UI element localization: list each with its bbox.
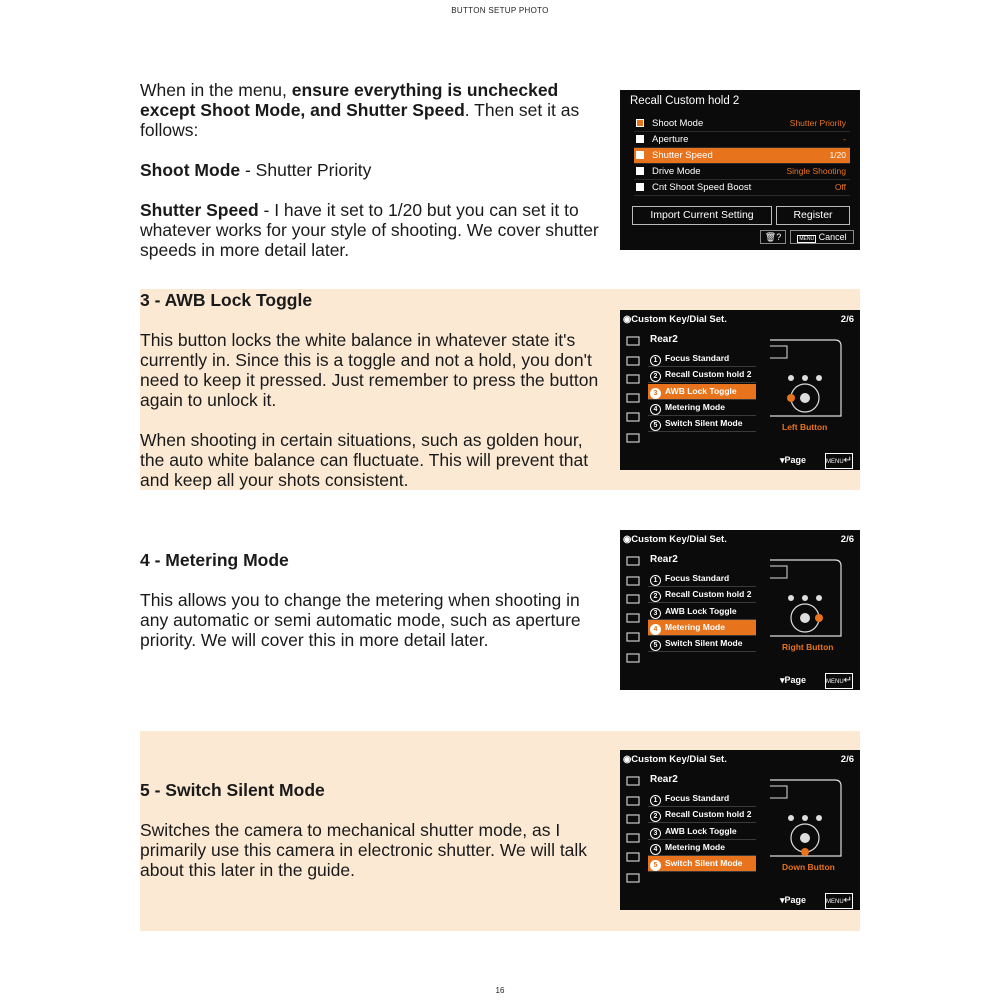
recall-row-drive-mode[interactable]: Drive Mode Single Shooting xyxy=(634,164,850,180)
camera-settings-icon[interactable] xyxy=(625,355,641,367)
recall-row-cnt-shoot-speed-boost[interactable]: Cnt Shoot Speed Boost Off xyxy=(634,180,850,196)
network-icon[interactable] xyxy=(625,851,641,863)
checkbox-checked-icon[interactable] xyxy=(636,119,644,127)
network-icon[interactable] xyxy=(625,411,641,423)
wrench-icon[interactable] xyxy=(625,652,641,664)
wrench-icon[interactable] xyxy=(625,872,641,884)
button-position-label: Left Button xyxy=(782,422,828,432)
menu-item-3[interactable]: 3 AWB Lock Toggle xyxy=(648,824,756,840)
section4-text xyxy=(140,550,600,650)
page-indicator: 2/6 xyxy=(840,754,854,765)
number-icon: 3 xyxy=(650,828,661,839)
menu-item-4[interactable]: 4 Metering Mode xyxy=(648,840,756,856)
menu-item-5[interactable]: 5 Switch Silent Mode xyxy=(648,856,756,872)
recall-row-shutter-speed[interactable]: Shutter Speed 1/20 xyxy=(634,148,850,164)
dial-icon: ▾ xyxy=(780,675,785,685)
page-hint: ▾Page xyxy=(780,455,807,465)
return-icon: ↵ xyxy=(843,675,853,686)
camera-icon[interactable] xyxy=(625,593,641,605)
folder-icon[interactable] xyxy=(625,775,641,787)
camera-icon[interactable] xyxy=(625,813,641,825)
checkbox-unchecked-icon[interactable] xyxy=(636,135,644,143)
number-icon: 2 xyxy=(650,371,661,382)
number-icon: 3 xyxy=(650,608,661,619)
page-indicator: 2/6 xyxy=(840,314,854,325)
menu-item-3[interactable]: 3 AWB Lock Toggle xyxy=(648,604,756,620)
trash-icon: 🗑 xyxy=(764,232,777,242)
custom-key-screen-left xyxy=(620,310,860,470)
menu-key-icon: MENU xyxy=(826,459,844,465)
page-indicator: 2/6 xyxy=(840,534,854,545)
number-icon: 5 xyxy=(650,640,661,651)
shoot-mode-line: Shoot Mode - Shutter Priority xyxy=(140,160,372,180)
shutter-speed-line: Shutter Speed - I have it set to 1/20 but you can set it to whatever works for your style of shooting. We cover shutter speeds in more detail later. xyxy=(140,200,599,260)
camera-icon: ◉ xyxy=(623,534,632,545)
section4-title: 4 - Metering Mode xyxy=(140,550,289,570)
menu-item-1[interactable]: 1 Focus Standard xyxy=(648,791,756,807)
page-hint: ▾Page xyxy=(780,895,807,905)
return-icon: ↵ xyxy=(843,455,853,466)
cancel-button[interactable]: MENU Cancel xyxy=(790,230,854,244)
menu-key-icon: MENU xyxy=(799,236,815,242)
import-current-setting-button[interactable]: Import Current Setting xyxy=(632,206,772,225)
camera-settings-icon[interactable] xyxy=(625,795,641,807)
recall-row-aperture[interactable]: Aperture - xyxy=(634,132,850,148)
menu-item-5[interactable]: 5 Switch Silent Mode xyxy=(648,636,756,652)
number-icon: 3 xyxy=(650,388,661,399)
section3-title: 3 - AWB Lock Toggle xyxy=(140,290,313,310)
checkbox-checked-icon[interactable] xyxy=(636,151,644,159)
menu-item-4[interactable]: 4 Metering Mode xyxy=(648,620,756,636)
menu-item-4[interactable]: 4 Metering Mode xyxy=(648,400,756,416)
menu-item-3[interactable]: 3 AWB Lock Toggle xyxy=(648,384,756,400)
dial-icon: ▾ xyxy=(780,895,785,905)
camera-icon: ◉ xyxy=(623,754,632,765)
section3-paragraph-2: When shooting in certain situations, such as golden hour, the auto white balance can fluctuate. This will prevent that and keep all your shots consistent. xyxy=(140,430,589,490)
camera-custom-icon[interactable] xyxy=(625,832,641,844)
number-icon: 4 xyxy=(650,844,661,855)
back-button[interactable] xyxy=(825,673,853,689)
number-icon: 4 xyxy=(650,624,661,635)
checkbox-unchecked-icon[interactable] xyxy=(636,167,644,175)
number-icon: 4 xyxy=(650,404,661,415)
help-button[interactable]: 🗑? xyxy=(760,230,786,244)
number-icon: 1 xyxy=(650,355,661,366)
camera-back-diagram xyxy=(765,778,845,863)
custom-key-screen-down xyxy=(620,750,860,910)
recall-custom-hold-screen xyxy=(620,90,860,250)
back-button[interactable] xyxy=(825,893,853,909)
screen-title: ◉Custom Key/Dial Set. xyxy=(623,534,727,545)
register-button[interactable]: Register xyxy=(776,206,850,225)
section3-text xyxy=(140,290,600,490)
screen-title: ◉Custom Key/Dial Set. xyxy=(623,754,727,765)
section5-title: 5 - Switch Silent Mode xyxy=(140,780,325,800)
section4-paragraph: This allows you to change the metering when shooting in any automatic or semi automatic mode, such as aperture priority. We will cover this in more detail later. xyxy=(140,590,581,650)
number-icon: 5 xyxy=(650,420,661,431)
network-icon[interactable] xyxy=(625,631,641,643)
camera-custom-icon[interactable] xyxy=(625,392,641,404)
menu-item-2[interactable]: 2 Recall Custom hold 2 xyxy=(648,807,756,823)
menu-item-2[interactable]: 2 Recall Custom hold 2 xyxy=(648,367,756,383)
screen-title: Recall Custom hold 2 xyxy=(630,95,740,107)
camera-back-diagram xyxy=(765,558,845,643)
page-header: BUTTON SETUP PHOTO xyxy=(451,6,549,15)
recall-row-shoot-mode[interactable]: Shoot Mode Shutter Priority xyxy=(634,116,850,132)
custom-key-screen-right xyxy=(620,530,860,690)
rear-label: Rear2 xyxy=(650,774,678,785)
section5-paragraph: Switches the camera to mechanical shutter mode, as I primarily use this camera in electronic shutter. We will talk about this later in the guide. xyxy=(140,820,588,880)
folder-icon[interactable] xyxy=(625,335,641,347)
screen-title: ◉Custom Key/Dial Set. xyxy=(623,314,727,325)
number-icon: 2 xyxy=(650,811,661,822)
number-icon: 1 xyxy=(650,575,661,586)
page-hint: ▾Page xyxy=(780,675,807,685)
camera-back-diagram xyxy=(765,338,845,423)
menu-item-1[interactable]: 1 Focus Standard xyxy=(648,571,756,587)
menu-key-icon: MENU xyxy=(826,679,844,685)
back-button[interactable] xyxy=(825,453,853,469)
folder-icon[interactable] xyxy=(625,555,641,567)
camera-settings-icon[interactable] xyxy=(625,575,641,587)
number-icon: 5 xyxy=(650,860,661,871)
number-icon: 1 xyxy=(650,795,661,806)
dial-icon: ▾ xyxy=(780,455,785,465)
return-icon: ↵ xyxy=(843,895,853,906)
camera-custom-icon[interactable] xyxy=(625,612,641,624)
number-icon: 2 xyxy=(650,591,661,602)
intro-text xyxy=(140,80,600,260)
menu-item-1[interactable]: 1 Focus Standard xyxy=(648,351,756,367)
camera-icon[interactable] xyxy=(625,373,641,385)
wrench-icon[interactable] xyxy=(625,432,641,444)
section3-paragraph-1: This button locks the white balance in whatever state it's currently in. Since this is a toggle and not a hold, you don't need to keep it pressed. Just remember to press the button again to unlock it. xyxy=(140,330,599,410)
rear-label: Rear2 xyxy=(650,334,678,345)
menu-item-2[interactable]: 2 Recall Custom hold 2 xyxy=(648,587,756,603)
button-position-label: Right Button xyxy=(782,642,834,652)
checkbox-unchecked-icon[interactable] xyxy=(636,183,644,191)
section5-text xyxy=(140,780,600,880)
page-number: 16 xyxy=(495,986,505,995)
button-position-label: Down Button xyxy=(782,862,835,872)
camera-icon: ◉ xyxy=(623,314,632,325)
menu-item-5[interactable]: 5 Switch Silent Mode xyxy=(648,416,756,432)
menu-key-icon: MENU xyxy=(826,899,844,905)
intro-paragraph: When in the menu, ensure everything is unchecked except Shoot Mode, and Shutter Speed. Then set it as follows: xyxy=(140,80,580,140)
rear-label: Rear2 xyxy=(650,554,678,565)
